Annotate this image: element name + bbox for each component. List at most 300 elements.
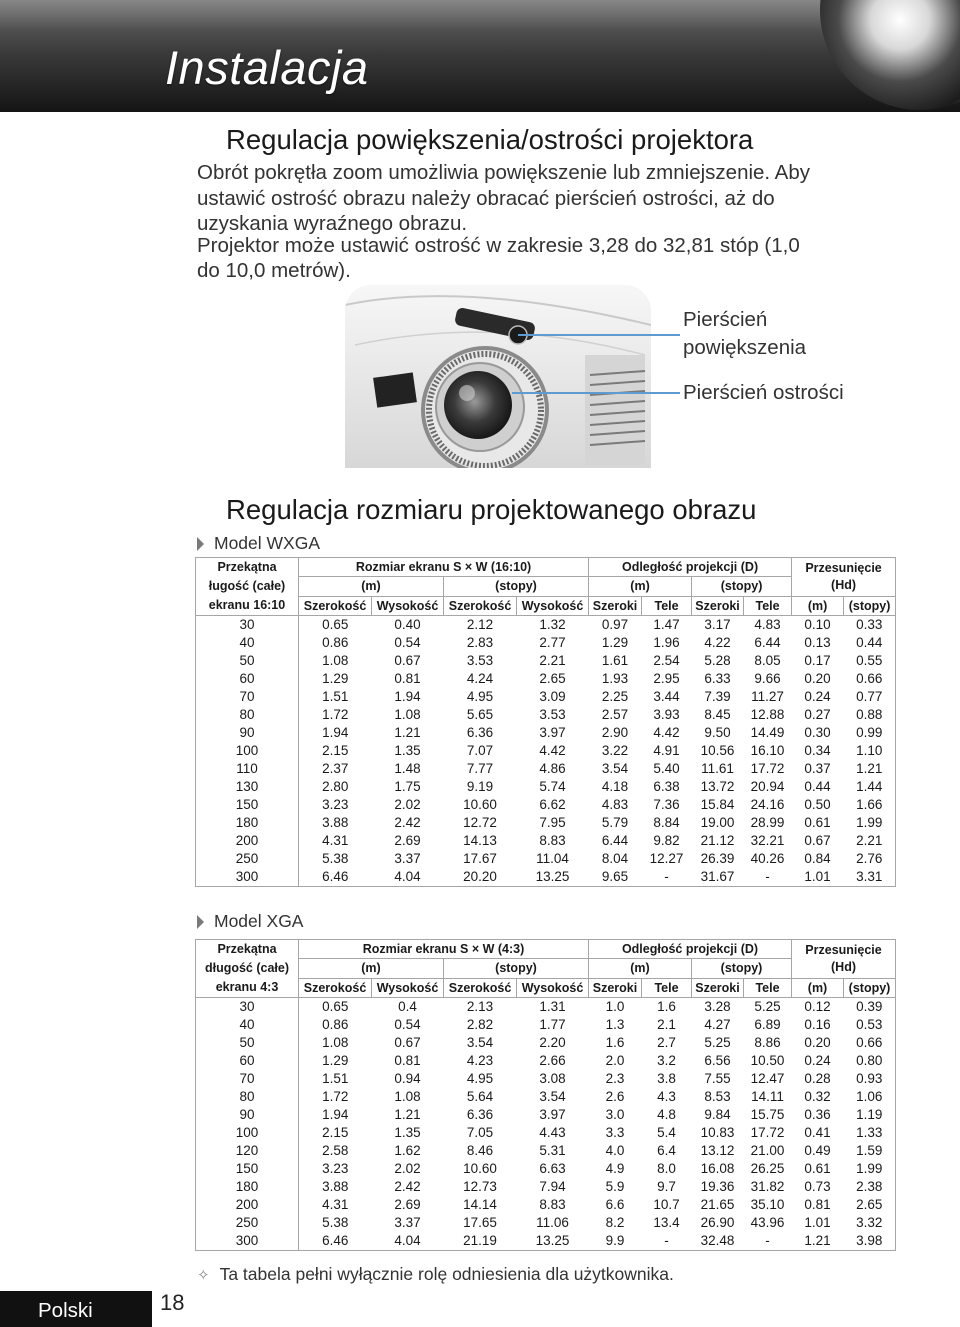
- diagonal-header-line: ekranu 16:10: [208, 598, 286, 612]
- value-cell: 10.50: [750, 1053, 785, 1068]
- diagonal-header-line: Przekątna: [217, 942, 277, 956]
- value-cell: 2.69: [394, 1197, 421, 1212]
- value-cell: 0.66: [844, 670, 896, 688]
- lens-decoration-image: [820, 0, 960, 110]
- unit-header-m: (m): [589, 959, 692, 978]
- value-cell: 0.81: [394, 671, 421, 686]
- value-cell: 3.97: [539, 1107, 566, 1122]
- value-cell: 0.44: [844, 634, 896, 652]
- value-cell: 12.47: [750, 1071, 785, 1086]
- value-cell: 21.65: [700, 1197, 735, 1212]
- value-cell: 0.97: [601, 617, 629, 632]
- value-cell: 1.99: [844, 1160, 896, 1178]
- value-cell: 0.67: [394, 653, 421, 668]
- value-cell: 1.01: [804, 1215, 831, 1230]
- value-cell: 1.99: [844, 814, 896, 832]
- diagonal-cell: 200: [196, 832, 299, 850]
- value-cell: 3.53: [539, 707, 566, 722]
- value-cell: 1.48: [394, 761, 421, 776]
- value-cell: 0.41: [804, 1125, 831, 1140]
- table-row: [196, 832, 896, 850]
- value-cell: 2.25: [601, 689, 629, 704]
- model-xga-label: [197, 911, 303, 932]
- value-cell: 21.00: [750, 1143, 785, 1158]
- column-subheader: (m): [792, 596, 844, 615]
- value-cell: 40.26: [750, 851, 785, 866]
- diagonal-cell: 150: [196, 796, 299, 814]
- value-cell: 2.20: [539, 1035, 566, 1050]
- column-subheader: Szeroki: [692, 978, 744, 997]
- value-cell: 4.23: [466, 1053, 494, 1068]
- value-cell: 0.99: [844, 724, 896, 742]
- value-cell: 4.04: [372, 1232, 444, 1251]
- value-cell: 11.06: [536, 1215, 569, 1230]
- value-cell: 0.16: [804, 1017, 831, 1032]
- value-cell: 1.08: [394, 1089, 421, 1104]
- chapter-title: Instalacja: [165, 41, 369, 94]
- triangle-bullet-icon: [197, 915, 204, 929]
- value-cell: 11.04: [536, 851, 569, 866]
- table-row: [196, 1142, 896, 1160]
- table-row: [196, 706, 896, 724]
- diagonal-cell: 250: [196, 1214, 299, 1232]
- diagonal-cell: 200: [196, 1196, 299, 1214]
- value-cell: 7.55: [704, 1071, 731, 1086]
- zoom-ring-label: [683, 306, 806, 362]
- value-cell: 3.93: [653, 707, 680, 722]
- value-cell: 3.23: [322, 797, 349, 812]
- value-cell: 12.27: [649, 851, 684, 866]
- offset-header: [792, 940, 896, 979]
- diagonal-cell: 90: [196, 724, 299, 742]
- zoom-callout-line: [518, 334, 680, 336]
- column-subheader: Wysokość: [372, 596, 444, 615]
- model-xga-text: Model XGA: [214, 911, 304, 931]
- value-cell: 0.20: [804, 1035, 831, 1050]
- diagonal-cell: 180: [196, 814, 299, 832]
- table-row: [196, 778, 896, 796]
- table-row: [196, 1070, 896, 1088]
- model-wxga-label: [197, 533, 320, 554]
- value-cell: 3.31: [844, 868, 896, 887]
- value-cell: 2.57: [601, 707, 629, 722]
- value-cell: 3.37: [394, 851, 421, 866]
- paragraph-line: do 10,0 metrów).: [197, 259, 351, 282]
- value-cell: 11.61: [701, 761, 734, 776]
- value-cell: 3.54: [601, 761, 629, 776]
- value-cell: 1.06: [844, 1088, 896, 1106]
- diagonal-header-line: ekranu 4:3: [215, 980, 279, 994]
- value-cell: 1.08: [322, 653, 349, 668]
- column-subheader: Szerokość: [444, 978, 517, 997]
- column-subheader: Szerokość: [299, 978, 372, 997]
- offset-header-line: Przesunięcie: [805, 942, 882, 957]
- value-cell: 1.93: [601, 671, 629, 686]
- value-cell: 1.29: [322, 671, 349, 686]
- value-cell: 1.01: [792, 868, 844, 887]
- value-cell: 1.08: [394, 707, 421, 722]
- four-point-star-icon: ✧: [197, 1266, 210, 1284]
- diagonal-header-line: długość (całe): [204, 961, 290, 975]
- column-subheader: (m): [792, 978, 844, 997]
- value-cell: 7.39: [704, 689, 731, 704]
- value-cell: 6.6: [605, 1197, 625, 1212]
- value-cell: 2.54: [653, 653, 680, 668]
- value-cell: 0.28: [804, 1071, 831, 1086]
- reference-note-text: Ta tabela pełni wyłącznie rolę odniesienia dla użytkownika.: [219, 1264, 674, 1284]
- value-cell: 0.10: [804, 617, 831, 632]
- value-cell: 1.51: [322, 689, 349, 704]
- value-cell: 0.86: [322, 635, 349, 650]
- value-cell: 0.81: [394, 1053, 421, 1068]
- value-cell: 9.66: [754, 671, 781, 686]
- diagonal-cell: 50: [196, 652, 299, 670]
- value-cell: 4.04: [372, 868, 444, 887]
- value-cell: 0.93: [844, 1070, 896, 1088]
- value-cell: 0.50: [804, 797, 831, 812]
- table-row: [196, 616, 896, 635]
- value-cell: 1.29: [322, 1053, 349, 1068]
- value-cell: 2.76: [844, 850, 896, 868]
- focus-callout-line: [512, 392, 680, 394]
- value-cell: 2.65: [539, 671, 566, 686]
- column-subheader: Tele: [744, 596, 792, 615]
- value-cell: 0.12: [804, 999, 831, 1014]
- zoom-ring-label-line2: powiększenia: [683, 336, 807, 359]
- table-row: [196, 760, 896, 778]
- value-cell: 8.86: [754, 1035, 781, 1050]
- table-row: [196, 1124, 896, 1142]
- diagonal-cell: 130: [196, 778, 299, 796]
- unit-header-ft: (stopy): [444, 577, 589, 596]
- value-cell: 21.19: [444, 1232, 517, 1251]
- value-cell: 3.53: [466, 653, 494, 668]
- value-cell: 4.91: [653, 743, 680, 758]
- value-cell: 4.22: [704, 635, 731, 650]
- value-cell: 5.4: [657, 1125, 676, 1140]
- value-cell: 3.08: [539, 1071, 566, 1086]
- value-cell: 5.40: [653, 761, 680, 776]
- value-cell: 6.36: [466, 1107, 494, 1122]
- value-cell: 1.32: [539, 617, 566, 632]
- value-cell: 2.90: [601, 725, 629, 740]
- column-subheader: Szerokość: [444, 596, 517, 615]
- diagonal-header: [196, 940, 299, 998]
- value-cell: 2.38: [844, 1178, 896, 1196]
- table-row: [196, 1016, 896, 1034]
- value-cell: 5.65: [466, 707, 494, 722]
- paragraph-line: Projektor może ustawić ostrość w zakresie 3,28 do 32,81 stóp (1,0: [197, 234, 800, 257]
- value-cell: 7.07: [466, 743, 494, 758]
- value-cell: 0.84: [804, 851, 831, 866]
- column-subheader: Wysokość: [372, 978, 444, 997]
- value-cell: 0.86: [322, 1017, 349, 1032]
- value-cell: 0.55: [844, 652, 896, 670]
- value-cell: 16.10: [750, 743, 785, 758]
- value-cell: 0.61: [804, 815, 831, 830]
- value-cell: 2.77: [539, 635, 566, 650]
- zoom-ring-label-line1: Pierścień: [683, 308, 768, 331]
- triangle-bullet-icon: [197, 537, 204, 551]
- value-cell: 4.31: [322, 1197, 349, 1212]
- diagonal-cell: 300: [196, 1232, 299, 1251]
- value-cell: 1.0: [605, 999, 625, 1014]
- value-cell: 0.27: [804, 707, 831, 722]
- unit-header-ft: (stopy): [692, 959, 792, 978]
- value-cell: 4.31: [322, 833, 349, 848]
- value-cell: 3.8: [657, 1071, 676, 1086]
- paragraph-line: Obrót pokrętła zoom umożliwia powiększenie lub zmniejszenie. Aby: [197, 161, 811, 184]
- value-cell: 9.7: [657, 1179, 676, 1194]
- value-cell: 6.46: [299, 868, 372, 887]
- value-cell: 8.2: [605, 1215, 625, 1230]
- value-cell: 3.2: [657, 1053, 676, 1068]
- value-cell: 2.42: [394, 1179, 421, 1194]
- value-cell: 14.13: [463, 833, 497, 848]
- value-cell: 6.44: [601, 833, 629, 848]
- value-cell: 0.33: [844, 616, 896, 635]
- value-cell: 5.31: [539, 1143, 566, 1158]
- diagonal-header-line: Przekątna: [217, 560, 277, 574]
- table-row: [196, 868, 896, 887]
- diagonal-cell: 90: [196, 1106, 299, 1124]
- value-cell: 7.05: [466, 1125, 494, 1140]
- value-cell: 2.21: [539, 653, 566, 668]
- value-cell: 6.44: [754, 635, 781, 650]
- value-cell: 3.28: [704, 999, 731, 1014]
- value-cell: 6.38: [653, 779, 680, 794]
- value-cell: 8.83: [539, 833, 566, 848]
- value-cell: 5.74: [539, 779, 566, 794]
- value-cell: 43.96: [750, 1215, 785, 1230]
- value-cell: 3.98: [844, 1232, 896, 1251]
- column-subheader: Wysokość: [517, 596, 589, 615]
- value-cell: 2.69: [394, 833, 421, 848]
- value-cell: 8.83: [539, 1197, 566, 1212]
- value-cell: 0.39: [844, 998, 896, 1017]
- value-cell: 10.60: [463, 1161, 497, 1176]
- value-cell: 0.94: [394, 1071, 421, 1086]
- value-cell: 1.08: [322, 1035, 349, 1050]
- diagonal-header-line: ługość (całe): [208, 579, 286, 593]
- table-row: [196, 688, 896, 706]
- value-cell: 2.66: [539, 1053, 566, 1068]
- value-cell: 2.0: [605, 1053, 625, 1068]
- value-cell: 2.58: [322, 1143, 349, 1158]
- value-cell: 1.47: [653, 617, 680, 632]
- footer-language: Polski: [38, 1299, 93, 1322]
- value-cell: 2.15: [322, 743, 349, 758]
- value-cell: 1.10: [844, 742, 896, 760]
- value-cell: 13.12: [700, 1143, 735, 1158]
- value-cell: 4.27: [704, 1017, 731, 1032]
- table-row: [196, 1052, 896, 1070]
- value-cell: 3.37: [394, 1215, 421, 1230]
- diagonal-cell: 180: [196, 1178, 299, 1196]
- value-cell: 0.54: [394, 1017, 421, 1032]
- value-cell: 0.67: [394, 1035, 421, 1050]
- value-cell: 12.88: [750, 707, 785, 722]
- unit-header-m: (m): [299, 959, 444, 978]
- value-cell: 21.12: [700, 833, 735, 848]
- value-cell: 2.95: [653, 671, 680, 686]
- value-cell: 5.25: [754, 999, 781, 1014]
- value-cell: 1.21: [844, 760, 896, 778]
- table-row: [196, 1160, 896, 1178]
- column-subheader: Tele: [642, 596, 692, 615]
- section-heading-focus: Regulacja powiększenia/ostrości projektora: [226, 124, 754, 155]
- value-cell: 1.6: [657, 999, 676, 1014]
- wxga-projection-table: [195, 557, 896, 887]
- value-cell: 1.21: [394, 1107, 421, 1122]
- value-cell: 5.64: [466, 1089, 494, 1104]
- value-cell: 2.1: [657, 1017, 676, 1032]
- value-cell: 1.94: [322, 725, 349, 740]
- column-subheader: Tele: [642, 978, 692, 997]
- value-cell: 4.86: [539, 761, 566, 776]
- offset-header-line: Przesunięcie: [805, 560, 882, 575]
- value-cell: 6.36: [466, 725, 494, 740]
- value-cell: 24.16: [750, 797, 785, 812]
- table-row: [196, 1196, 896, 1214]
- value-cell: 0.36: [804, 1107, 831, 1122]
- value-cell: 31.67: [692, 868, 744, 887]
- value-cell: 2.37: [322, 761, 349, 776]
- table-row: [196, 1178, 896, 1196]
- value-cell: 7.94: [539, 1179, 566, 1194]
- value-cell: 6.62: [539, 797, 566, 812]
- value-cell: 3.32: [844, 1214, 896, 1232]
- value-cell: 1.19: [844, 1106, 896, 1124]
- diagonal-cell: 100: [196, 1124, 299, 1142]
- value-cell: 7.77: [466, 761, 494, 776]
- value-cell: 4.24: [466, 671, 494, 686]
- diagonal-cell: 100: [196, 742, 299, 760]
- value-cell: 0.34: [804, 743, 831, 758]
- unit-header-ft: (stopy): [692, 577, 792, 596]
- value-cell: 6.4: [657, 1143, 676, 1158]
- offset-header-line: (Hd): [831, 577, 857, 592]
- value-cell: 10.7: [653, 1197, 680, 1212]
- value-cell: 4.83: [601, 797, 629, 812]
- value-cell: 2.82: [466, 1017, 494, 1032]
- column-subheader: Szeroki: [692, 596, 744, 615]
- table-row: [196, 998, 896, 1017]
- table-row: [196, 1034, 896, 1052]
- value-cell: 7.95: [539, 815, 566, 830]
- value-cell: 1.21: [394, 725, 421, 740]
- value-cell: 4.8: [657, 1107, 676, 1122]
- value-cell: 14.14: [463, 1197, 497, 1212]
- value-cell: 0.13: [804, 635, 831, 650]
- value-cell: 8.53: [704, 1089, 731, 1104]
- value-cell: 35.10: [750, 1197, 785, 1212]
- value-cell: 8.84: [653, 815, 680, 830]
- value-cell: 32.48: [692, 1232, 744, 1251]
- unit-header-m: (m): [299, 577, 444, 596]
- value-cell: 0.73: [804, 1179, 831, 1194]
- diagonal-cell: 60: [196, 1052, 299, 1070]
- header-bar: [0, 0, 960, 112]
- value-cell: 0.49: [804, 1143, 831, 1158]
- value-cell: 0.53: [844, 1016, 896, 1034]
- diagonal-cell: 40: [196, 1016, 299, 1034]
- value-cell: 17.67: [463, 851, 497, 866]
- value-cell: 0.24: [804, 1053, 831, 1068]
- value-cell: 20.20: [444, 868, 517, 887]
- reference-note: [197, 1264, 674, 1285]
- diagonal-cell: 80: [196, 1088, 299, 1106]
- value-cell: -: [642, 1232, 692, 1251]
- value-cell: 1.29: [601, 635, 629, 650]
- value-cell: 4.95: [466, 1071, 494, 1086]
- value-cell: 13.4: [653, 1215, 680, 1230]
- value-cell: 4.18: [601, 779, 629, 794]
- value-cell: -: [744, 1232, 792, 1251]
- value-cell: 28.99: [750, 815, 785, 830]
- table-row: [196, 1214, 896, 1232]
- table-row: [196, 850, 896, 868]
- value-cell: 6.33: [704, 671, 731, 686]
- value-cell: 1.66: [844, 796, 896, 814]
- table-row: [196, 796, 896, 814]
- value-cell: 4.9: [605, 1161, 625, 1176]
- value-cell: 2.02: [394, 797, 421, 812]
- value-cell: 6.63: [539, 1161, 566, 1176]
- value-cell: 19.00: [700, 815, 735, 830]
- diagonal-header: [196, 558, 299, 616]
- value-cell: 0.37: [804, 761, 831, 776]
- value-cell: 17.65: [463, 1215, 497, 1230]
- value-cell: 2.7: [657, 1035, 676, 1050]
- table-row: [196, 634, 896, 652]
- value-cell: 4.83: [754, 617, 781, 632]
- value-cell: 3.17: [704, 617, 731, 632]
- diagonal-cell: 120: [196, 1142, 299, 1160]
- value-cell: 9.50: [704, 725, 731, 740]
- value-cell: 3.54: [466, 1035, 494, 1050]
- value-cell: 6.46: [299, 1232, 372, 1251]
- value-cell: 15.75: [750, 1107, 785, 1122]
- value-cell: 32.21: [750, 833, 785, 848]
- value-cell: 0.80: [844, 1052, 896, 1070]
- value-cell: 17.72: [750, 761, 785, 776]
- table-row: [196, 724, 896, 742]
- value-cell: 3.23: [322, 1161, 349, 1176]
- value-cell: 11.27: [751, 689, 784, 704]
- value-cell: 2.12: [466, 617, 494, 632]
- value-cell: 1.6: [605, 1035, 625, 1050]
- value-cell: 2.02: [394, 1161, 421, 1176]
- value-cell: 14.49: [750, 725, 785, 740]
- column-subheader: Szeroki: [589, 978, 642, 997]
- diagonal-cell: 40: [196, 634, 299, 652]
- value-cell: 1.61: [601, 653, 629, 668]
- value-cell: 0.24: [804, 689, 831, 704]
- table-row: [196, 652, 896, 670]
- value-cell: 9.9: [589, 1232, 642, 1251]
- table-row: [196, 742, 896, 760]
- value-cell: 0.17: [804, 653, 831, 668]
- value-cell: 0.54: [394, 635, 421, 650]
- column-subheader: (stopy): [844, 596, 896, 615]
- value-cell: 15.84: [700, 797, 735, 812]
- column-subheader: Tele: [744, 978, 792, 997]
- model-wxga-text: Model WXGA: [214, 533, 320, 553]
- value-cell: -: [744, 868, 792, 887]
- value-cell: 1.59: [844, 1142, 896, 1160]
- value-cell: 0.40: [394, 617, 421, 632]
